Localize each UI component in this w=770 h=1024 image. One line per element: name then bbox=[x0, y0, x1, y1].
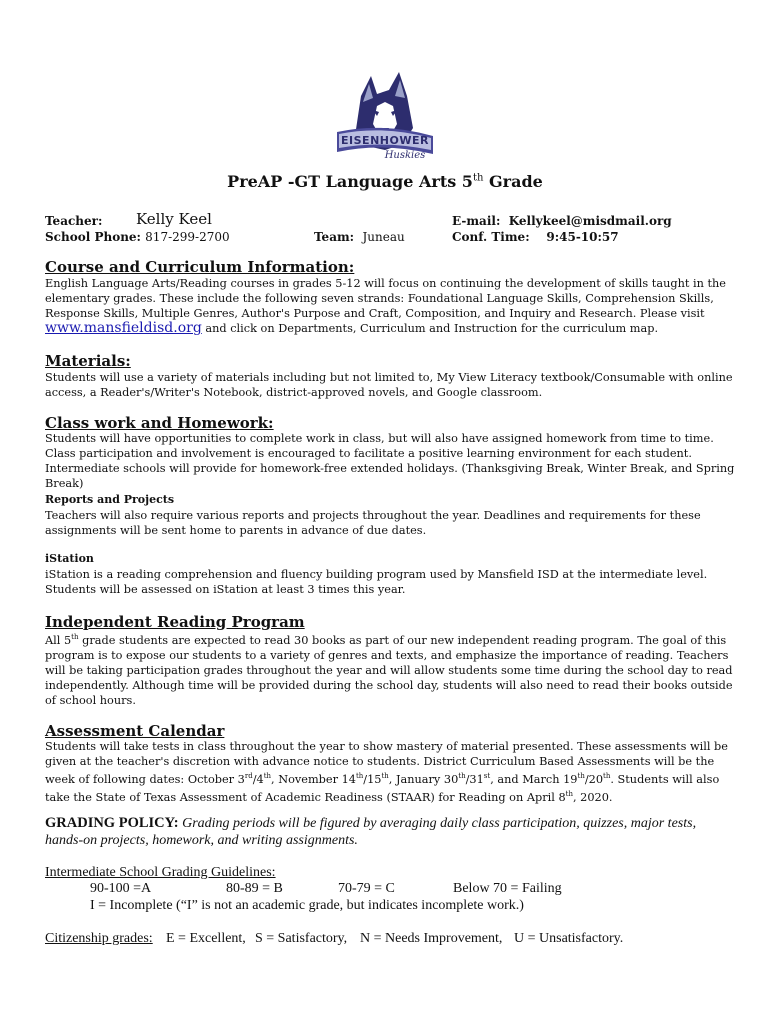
email-row bbox=[452, 214, 672, 228]
assessment-t8: /20 bbox=[584, 772, 604, 786]
assessment-s6: st bbox=[483, 772, 491, 780]
materials-heading: Materials: bbox=[45, 352, 131, 370]
conf-row bbox=[452, 230, 619, 244]
team-value: Juneau bbox=[362, 230, 405, 244]
citizenship-n: N = Needs Improvement, bbox=[360, 931, 503, 946]
assessment-t9: . Students will also take the State of Texas Assessment of Academic Readiness (STAAR) for Reading on April 8 bbox=[45, 772, 720, 804]
grade-c: 70-79 = C bbox=[338, 881, 395, 896]
assessment-t1: Students will take tests in class throughout the year to show mastery of material presented. These assessments will be given at the teacher's discretion with advance notice to students. District Curriculum Based Assessments will be the week of following dates: October 3 bbox=[45, 740, 728, 786]
istation-text: iStation is a reading comprehension and fluency building program used by Mansfield ISD at the intermediate level. Students will be assessed on iStation at least 3 times this year. bbox=[45, 568, 708, 596]
assessment-t10: , 2020. bbox=[572, 790, 613, 804]
logo-text-top: EISENHOWER bbox=[341, 134, 429, 147]
istation-heading: iStation bbox=[45, 552, 94, 565]
classwork-heading: Class work and Homework: bbox=[45, 414, 274, 432]
course-text-2: and click on Departments, Curriculum and Instruction for the curriculum map. bbox=[201, 322, 659, 335]
independent-text bbox=[45, 630, 735, 708]
assessment-t6: /31 bbox=[465, 772, 484, 786]
assessment-s4: th bbox=[381, 772, 389, 780]
email-value: Kellykeel@misdmail.org bbox=[508, 214, 672, 228]
assessment-t5: , January 30 bbox=[388, 772, 459, 786]
course-heading: Course and Curriculum Information: bbox=[45, 258, 355, 276]
assessment-t3: , November 14 bbox=[271, 772, 356, 786]
grade-incomplete: I = Incomplete (“I” is not an academic grade, but indicates incomplete work.) bbox=[90, 898, 524, 913]
assessment-s7: th bbox=[577, 772, 585, 780]
grading-policy bbox=[45, 815, 735, 849]
assessment-heading: Assessment Calendar bbox=[45, 722, 225, 740]
independent-heading: Independent Reading Program bbox=[45, 613, 305, 631]
grading-text: Grading periods will be figured by averaging daily class participation, quizzes, major tests, hands-on projects, homework, and writing assignments. bbox=[45, 816, 697, 848]
reports-heading: Reports and Projects bbox=[45, 493, 175, 506]
school-logo bbox=[333, 66, 437, 170]
title-sup: th bbox=[472, 172, 484, 184]
grade-a: 90-100 =A bbox=[90, 881, 152, 896]
email-label: E-mail: bbox=[452, 214, 501, 228]
assessment-text bbox=[45, 739, 735, 805]
independent-s1: th bbox=[71, 633, 79, 641]
phone-row bbox=[45, 230, 230, 244]
page-title bbox=[0, 172, 770, 191]
assessment-t7: , and March 19 bbox=[490, 772, 578, 786]
citizenship-u: U = Unsatisfactory. bbox=[514, 931, 624, 946]
assessment-s2: th bbox=[263, 772, 272, 780]
district-link[interactable]: www.mansfieldisd.org bbox=[45, 320, 202, 336]
assessment-s9: th bbox=[565, 789, 573, 798]
grade-failing: Below 70 = Failing bbox=[453, 881, 562, 896]
citizenship-e: E = Excellent, bbox=[166, 931, 246, 946]
grading-label: GRADING POLICY: bbox=[45, 815, 179, 831]
teacher-label: Teacher: bbox=[45, 214, 103, 228]
reports-text: Teachers will also require various reports and projects throughout the year. Deadlines and requirements for these assignments will be sent home to parents in advance of due dates. bbox=[45, 509, 701, 537]
classwork-text: Students will have opportunities to complete work in class, but will also have assigned homework from time to time. Class participation and involvement is encouraged to facilitate a positive learning environment for each student. Intermediate schools will provide for homework-free extended holidays. (Thanksgiving Break, Winter Break, and Spring Break) bbox=[45, 432, 735, 490]
materials-text: Students will use a variety of materials including but not limited to, My View Literacy textbook/Consumable with online access, a Reader's/Writer's Notebook, district-approved novels, and Google classroom. bbox=[45, 371, 733, 399]
title-end: Grade bbox=[483, 172, 543, 191]
guidelines-title: Intermediate School Grading Guidelines: bbox=[45, 865, 276, 880]
phone-value: 817-299-2700 bbox=[145, 230, 230, 244]
assessment-t4: /15 bbox=[363, 772, 382, 786]
assessment-s5: th bbox=[458, 772, 466, 780]
logo-text-bottom: Huskies bbox=[384, 150, 426, 161]
team-row bbox=[314, 230, 405, 244]
course-text-1: English Language Arts/Reading courses in grades 5-12 will focus on continuing the development of skills taught in the elementary grades. These include the following seven strands: Foundational Language Skills, Comprehension Skills, Response Skills, Multiple Genres, Author's Purpose and Craft, Composition, and Inquiry and Research. Please visit bbox=[45, 277, 726, 320]
title-main: PreAP -GT Language Arts 5 bbox=[227, 172, 473, 191]
conf-label: Conf. Time: bbox=[452, 230, 530, 244]
assessment-t2: /4 bbox=[252, 772, 264, 786]
course-text bbox=[45, 276, 735, 336]
citizenship-label: Citizenship grades: bbox=[45, 931, 153, 946]
assessment-s3: th bbox=[355, 772, 364, 780]
phone-label: School Phone: bbox=[45, 230, 141, 244]
citizenship-s: S = Satisfactory, bbox=[255, 931, 348, 946]
independent-t1: All 5 bbox=[45, 633, 72, 647]
independent-t2: grade students are expected to read 30 books as part of our new independent reading program. The goal of this program is to expose our students to a variety of genres and texts, and emphasize the importance of reading. Teachers will be taking participation grades throughout the year and will allow students some time during the school day to read independently. Although time will be provided during the school day, students will also need to read their books outside of school hours. bbox=[45, 633, 733, 707]
team-label: Team: bbox=[314, 230, 355, 244]
teacher-name: Kelly Keel bbox=[136, 210, 212, 228]
grade-b: 80-89 = B bbox=[226, 881, 283, 896]
assessment-s1: rd bbox=[244, 772, 253, 780]
assessment-s8: th bbox=[603, 772, 611, 780]
conf-value: 9:45-10:57 bbox=[546, 230, 619, 244]
